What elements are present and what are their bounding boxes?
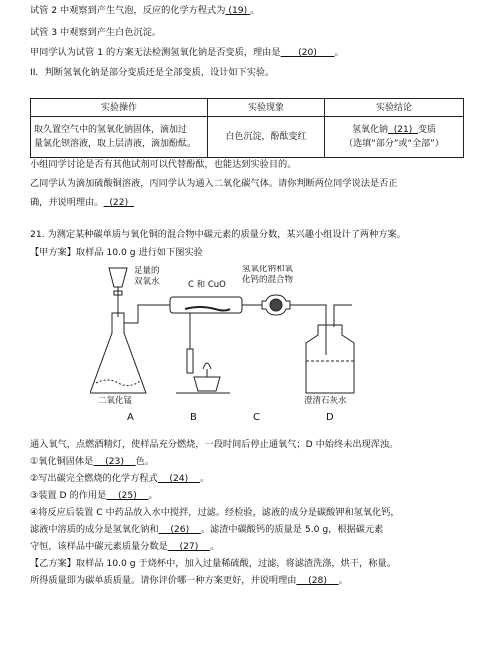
- table-header: 实验操作: [31, 99, 208, 117]
- table-row: [31, 117, 464, 158]
- cell-operation: 取久置空气中的氢氧化钠固体，滴加过 量氯化钡溶液，取上层清液，滴加酚酞。: [31, 117, 208, 158]
- label-c: C: [253, 412, 260, 423]
- text-line: ④将反应后装置 C 中药品放入水中搅拌，过滤。经检验，滤液的成分是碳酸钾和氢氧化钙，: [30, 507, 400, 518]
- table-header: 实验结论: [325, 99, 464, 117]
- answer-blank-22[interactable]: (22): [109, 197, 129, 208]
- label-a: A: [127, 412, 134, 423]
- label-mno2: 二氧化锰: [98, 396, 133, 405]
- label-c-cuo: C 和 CuO: [188, 280, 226, 290]
- question-21-intro: 21. 为测定某种碳单质与氧化铜的混合物中碳元素的质量分数，某兴趣小组设计了两种方案。: [30, 229, 406, 240]
- apparatus-diagram: [90, 265, 420, 405]
- table-header: 实验现象: [208, 99, 325, 117]
- cell-phenomenon: 白色沉淀，酚酞变红: [208, 117, 325, 158]
- plan-a-intro: 【甲方案】取样品 10.0 g 进行如下图实验: [30, 247, 203, 258]
- plan-b-line: 【乙方案】取样品 10.0 g 于烧杯中，加入过量稀硫酸，过滤，将滤渣洗涤，烘干，称量。: [30, 558, 396, 569]
- table-header-row: [31, 99, 464, 117]
- label-h2o2: 双氧水: [134, 277, 160, 287]
- punct: 。: [250, 5, 260, 16]
- text-line: 试管 3 中观察到产生白色沉淀。: [30, 27, 162, 38]
- text-line: [30, 46, 344, 60]
- answer-blank-20[interactable]: (20): [298, 47, 317, 58]
- answer-blank-25[interactable]: (25): [117, 490, 137, 501]
- answer-blank-28[interactable]: (28): [308, 575, 327, 586]
- bottle-icon: [306, 325, 354, 393]
- text-line: ②写出碳完全燃烧的化学方程式 (24) 。: [30, 473, 210, 484]
- combustion-tube: [170, 297, 242, 313]
- text-line: 通入氧气，点燃酒精灯，使样品充分燃烧，一段时间后停止通氧气；D 中始终未出现浑浊。: [30, 439, 399, 450]
- plan-b-line: 所得质量即为碳单质质量。请你评价哪一种方案更好，并说明理由 (28) 。: [30, 575, 348, 586]
- label-d: D: [326, 412, 334, 423]
- answer-blank-26[interactable]: (26): [170, 524, 190, 535]
- label-h2o2: 足量的: [134, 266, 160, 276]
- punct: 。: [334, 47, 344, 58]
- text-line: 乙同学认为滴加硫酸铜溶液，丙同学认为通入二氧化碳气体。请你判断两位同学说法是否正: [30, 178, 398, 189]
- text-line: 确，并说明理由。 (22): [30, 196, 134, 210]
- label-absorber: 氢氧化钠和氧: [242, 265, 294, 274]
- text-line: 守恒，该样品中碳元素质量分数是 (27) 。: [30, 541, 220, 552]
- sentence: 试管 2 中观察到产生气泡，反应的化学方程式为: [30, 5, 226, 16]
- answer-blank-27[interactable]: (27): [179, 541, 199, 552]
- answer-blank-23[interactable]: (23): [105, 456, 124, 467]
- conical-flask-icon: [90, 313, 146, 393]
- experiment-table: [30, 98, 464, 158]
- label-b: B: [190, 412, 197, 423]
- answer-blank-21[interactable]: (21): [393, 125, 413, 135]
- text-line: ①氧化铜固体是 (23) 色。: [30, 456, 154, 467]
- text-line: ③装置 D 的作用是 (25) 。: [30, 490, 158, 501]
- answer-blank-24[interactable]: (24): [169, 473, 189, 484]
- funnel-icon: [109, 268, 127, 287]
- answer-blank-19[interactable]: (19): [228, 5, 248, 16]
- label-absorber: 化钙的混合物: [242, 275, 294, 285]
- alcohol-lamp-icon: [194, 377, 220, 391]
- label-limewater: 澄清石灰水: [304, 396, 347, 405]
- text-line: 滤液中溶质的成分是氢氧化钠和 (26) 。滤渣中碳酸钙的质量是 5.0 g，根据碳元素: [30, 524, 384, 535]
- text-line: [30, 4, 259, 18]
- text-line: II．判断氢氧化钠是部分变质还是全部变质，设计如下实验。: [30, 67, 275, 78]
- sentence: 甲同学认为试管 1 的方案无法检测氢氧化钠是否变质，理由是: [30, 47, 281, 58]
- cell-conclusion: 氢氧化钠 (21) 变质 （选填“部分”或“全部”）: [325, 117, 464, 158]
- text-line: 小组同学讨论是否有其他试剂可以代替酚酞，也能达到实验目的。: [30, 159, 297, 170]
